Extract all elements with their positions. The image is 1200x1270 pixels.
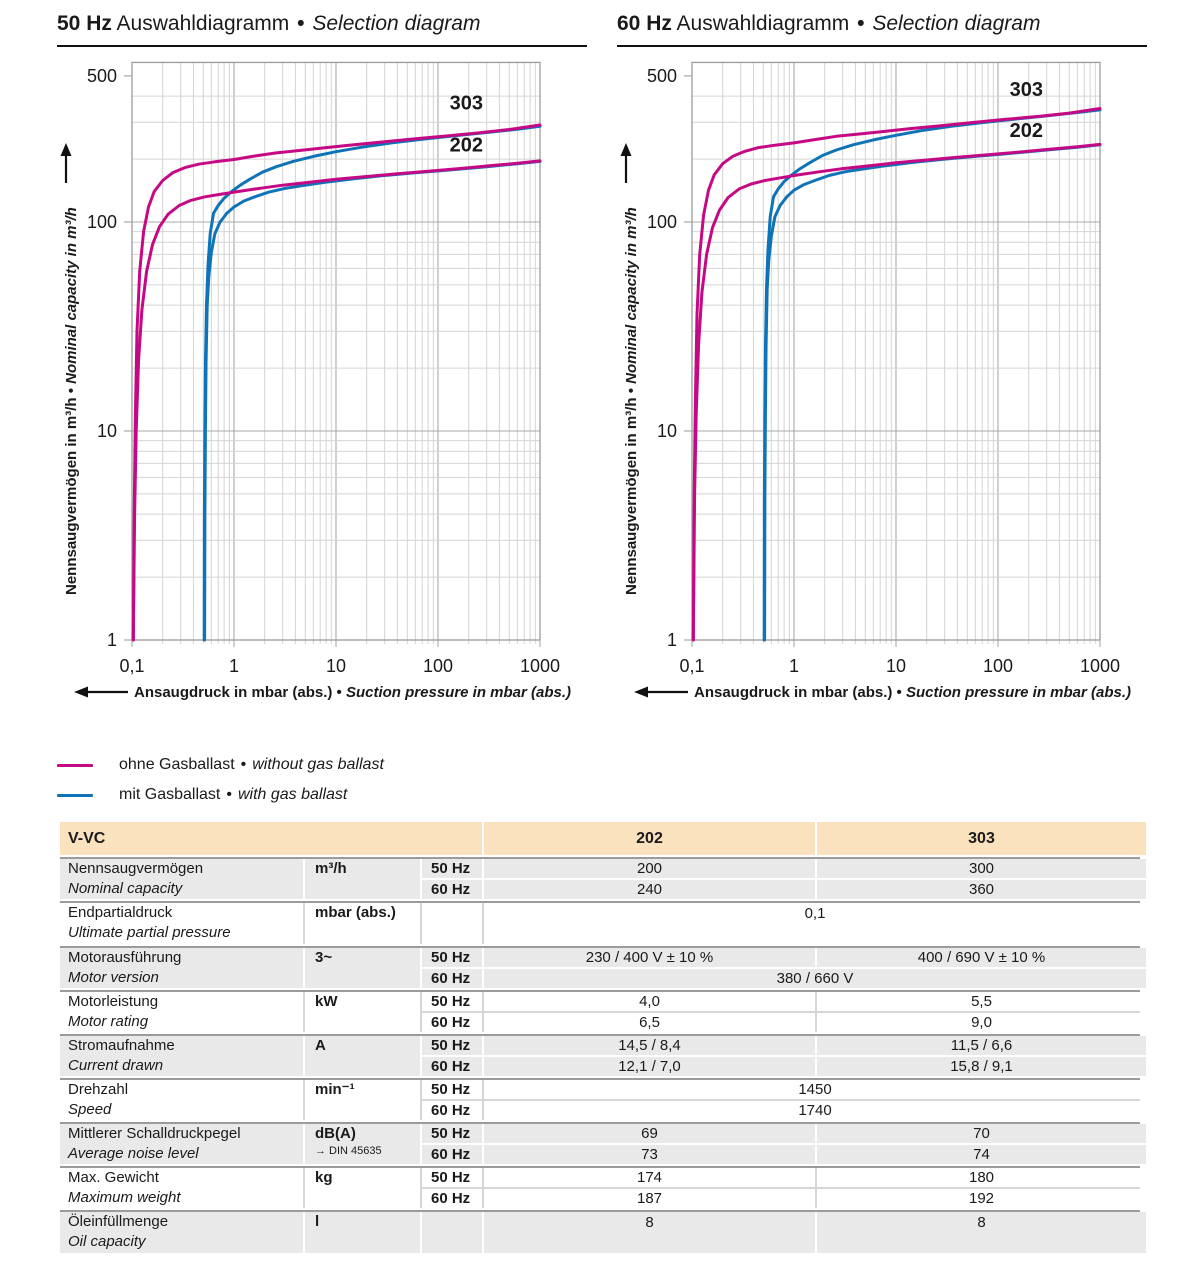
row-label [60, 1080, 303, 1120]
table-row [60, 1210, 1140, 1253]
x-axis-arrowhead-icon [74, 687, 88, 698]
x-tick-label: 100 [422, 656, 454, 676]
row-label [60, 992, 303, 1032]
value-cell-span: 0,1 [484, 903, 1146, 944]
x-tick-label: 1000 [519, 656, 561, 676]
title-50hz-freq: 50 Hz [57, 12, 112, 35]
frequency-cell: 60 Hz [422, 1013, 482, 1032]
unit-symbol: dB(A) [315, 1125, 356, 1142]
y-tick-label: 500 [646, 65, 677, 86]
table-row [60, 1078, 1140, 1120]
y-axis-label: Nennsaugvermögen in m³/h • Nominal capacity in m³/h [63, 207, 80, 595]
row-label-en: Ultimate partial pressure [68, 924, 231, 941]
unit-symbol: l [315, 1213, 320, 1230]
frequency-cell: 60 Hz [422, 1145, 482, 1164]
title-50hz-label: Auswahldiagramm [116, 12, 290, 35]
curve-label-303: 303 [1009, 79, 1043, 102]
row-label-en: Nominal capacity [68, 880, 183, 897]
row-label [60, 1124, 303, 1164]
y-axis-arrowhead-icon [61, 143, 72, 156]
empty-cell [422, 903, 482, 944]
row-label-en: Average noise level [68, 1145, 199, 1162]
row-unit [305, 1080, 420, 1120]
row-unit [305, 948, 420, 988]
frequency-cell: 60 Hz [422, 880, 482, 899]
x-tick-label: 100 [982, 656, 1014, 676]
row-unit [305, 1212, 420, 1253]
value-cell-202: 8 [484, 1212, 815, 1253]
row-label-en: Oil capacity [68, 1233, 146, 1250]
legend-en: with gas ballast [237, 786, 348, 803]
x-tick-label: 1 [788, 656, 800, 676]
frequency-cell: 50 Hz [422, 992, 482, 1011]
value-cell-202: 174 [484, 1168, 815, 1187]
row-unit [305, 1036, 420, 1076]
row-label-de: Öleinfüllmenge [68, 1213, 169, 1230]
title-50hz-en: Selection diagram [312, 12, 481, 35]
curve-303-without-gas-ballast [133, 125, 540, 640]
row-label-de: Stromaufnahme [68, 1037, 175, 1054]
value-cell-span: 1740 [484, 1101, 1146, 1120]
unit-symbol: min⁻¹ [315, 1081, 355, 1098]
value-cell-202: 12,1 / 7,0 [484, 1057, 815, 1076]
frequency-cell: 50 Hz [422, 859, 482, 878]
row-unit [305, 1124, 420, 1164]
row-label-de: Mittlerer Schalldruckpegel [68, 1125, 241, 1142]
row-label [60, 1212, 303, 1253]
curve-label-202: 202 [1009, 120, 1043, 143]
table-row [60, 857, 1140, 899]
frequency-cell: 50 Hz [422, 1168, 482, 1187]
y-tick-label: 100 [646, 212, 677, 232]
x-axis-label: Ansaugdruck in mbar (abs.) • Suction pressure in mbar (abs.) [694, 684, 1132, 701]
row-label-en: Speed [68, 1101, 112, 1118]
y-tick-label: 10 [96, 421, 117, 441]
curve-202-without-gas-ballast [693, 144, 1100, 640]
unit-symbol: mbar (abs.) [315, 904, 396, 921]
table-row [60, 901, 1140, 944]
unit-symbol: kg [315, 1169, 333, 1186]
value-cell-202: 240 [484, 880, 815, 899]
value-cell-202: 200 [484, 859, 815, 878]
legend-en: without gas ballast [252, 756, 384, 773]
curve-303-without-gas-ballast [693, 109, 1100, 641]
legend [57, 750, 384, 810]
x-tick-label: 0,1 [679, 656, 705, 676]
row-label-de: Drehzahl [68, 1081, 129, 1098]
title-60hz-freq: 60 Hz [617, 12, 672, 35]
row-unit [305, 859, 420, 899]
value-cell-span: 380 / 660 V [484, 969, 1146, 988]
value-cell-303: 300 [817, 859, 1146, 878]
frequency-cell: 60 Hz [422, 1057, 482, 1076]
x-tick-label: 1 [228, 656, 240, 676]
row-label-de: Motorleistung [68, 993, 159, 1010]
blue-line-swatch [57, 794, 93, 797]
row-label-en: Current drawn [68, 1057, 164, 1074]
value-cell-303: 11,5 / 6,6 [817, 1036, 1146, 1055]
title-60hz-en: Selection diagram [872, 12, 1041, 35]
y-tick-label: 10 [656, 421, 677, 441]
legend-bullet: • [226, 786, 232, 803]
value-cell-303: 70 [817, 1124, 1146, 1143]
x-tick-label: 10 [325, 656, 347, 676]
y-axis-label: Nennsaugvermögen in m³/h • Nominal capacity in m³/h [623, 207, 640, 595]
value-cell-202: 187 [484, 1189, 815, 1208]
row-label-de: Endpartialdruck [68, 904, 173, 921]
curve-303-with-gas-ballast [204, 126, 540, 640]
frequency-cell: 60 Hz [422, 969, 482, 988]
table-row [60, 1166, 1140, 1208]
value-cell-303: 5,5 [817, 992, 1146, 1011]
value-cell-202: 4,0 [484, 992, 815, 1011]
row-label [60, 903, 303, 944]
value-cell-303: 9,0 [817, 1013, 1146, 1032]
value-cell-span: 1450 [484, 1080, 1146, 1099]
value-cell-303: 15,8 / 9,1 [817, 1057, 1146, 1076]
curve-303-with-gas-ballast [764, 110, 1100, 640]
x-axis-label: Ansaugdruck in mbar (abs.) • Suction pressure in mbar (abs.) [134, 684, 572, 701]
y-tick-label: 1 [666, 630, 677, 650]
y-tick-label: 100 [86, 212, 117, 232]
table-header-row [60, 822, 1140, 855]
curve-202-with-gas-ballast [205, 161, 540, 640]
row-label [60, 859, 303, 899]
unit-symbol: m³/h [315, 860, 347, 877]
empty-cell [422, 1212, 482, 1253]
unit-note: → DIN 45635 [315, 1145, 382, 1157]
frequency-cell: 50 Hz [422, 1080, 482, 1099]
frequency-cell: 60 Hz [422, 1101, 482, 1120]
frequency-cell: 50 Hz [422, 1124, 482, 1143]
value-cell-202: 6,5 [484, 1013, 815, 1032]
frequency-cell: 50 Hz [422, 1036, 482, 1055]
value-cell-303: 360 [817, 880, 1146, 899]
title-50hz [57, 12, 587, 47]
legend-de: ohne Gasballast [119, 756, 235, 773]
value-cell-202: 14,5 / 8,4 [484, 1036, 815, 1055]
legend-item-without-gas-ballast [57, 750, 384, 780]
table-row [60, 1034, 1140, 1076]
table-title: V-VC [60, 822, 482, 855]
selection-diagram-50hz [30, 50, 590, 715]
value-cell-303: 74 [817, 1145, 1146, 1164]
table-row [60, 990, 1140, 1032]
row-label-en: Motor version [68, 969, 159, 986]
row-unit [305, 1168, 420, 1208]
curve-202-without-gas-ballast [133, 161, 540, 640]
table-row [60, 1122, 1140, 1164]
value-cell-303: 180 [817, 1168, 1146, 1187]
frequency-cell: 50 Hz [422, 948, 482, 967]
curve-label-202: 202 [449, 134, 483, 157]
legend-bullet: • [240, 756, 247, 773]
value-cell-202: 230 / 400 V ± 10 % [484, 948, 815, 967]
unit-symbol: A [315, 1037, 326, 1054]
selection-diagram-60hz [590, 50, 1150, 715]
value-cell-202: 73 [484, 1145, 815, 1164]
value-cell-303: 8 [817, 1212, 1146, 1253]
row-label-de: Max. Gewicht [68, 1169, 159, 1186]
title-bullet: • [297, 12, 305, 35]
column-header-303: 303 [817, 822, 1146, 855]
row-unit [305, 903, 420, 944]
x-tick-label: 1000 [1079, 656, 1121, 676]
y-tick-label: 500 [86, 65, 117, 86]
curve-202-with-gas-ballast [765, 145, 1100, 640]
title-bullet: • [857, 12, 865, 35]
value-cell-303: 400 / 690 V ± 10 % [817, 948, 1146, 967]
table-row [60, 946, 1140, 988]
specifications-table [60, 822, 1140, 1253]
value-cell-202: 69 [484, 1124, 815, 1143]
curve-label-303: 303 [449, 92, 483, 115]
row-label [60, 1168, 303, 1208]
row-label-en: Maximum weight [68, 1189, 181, 1206]
x-tick-label: 10 [885, 656, 907, 676]
y-axis-arrowhead-icon [621, 143, 632, 156]
unit-symbol: kW [315, 993, 338, 1010]
magenta-line-swatch [57, 764, 93, 767]
row-label [60, 948, 303, 988]
value-cell-303: 192 [817, 1189, 1146, 1208]
title-60hz [617, 12, 1147, 47]
column-header-202: 202 [484, 822, 815, 855]
legend-item-with-gas-ballast [57, 780, 384, 810]
x-axis-arrowhead-icon [634, 687, 648, 698]
row-label-de: Nennsaugvermögen [68, 860, 204, 877]
title-60hz-label: Auswahldiagramm [676, 12, 850, 35]
y-tick-label: 1 [106, 630, 117, 650]
row-unit [305, 992, 420, 1032]
unit-symbol: 3~ [315, 949, 333, 966]
legend-de: mit Gasballast [119, 786, 221, 803]
row-label-en: Motor rating [68, 1013, 149, 1030]
x-tick-label: 0,1 [119, 656, 145, 676]
frequency-cell: 60 Hz [422, 1189, 482, 1208]
row-label [60, 1036, 303, 1076]
row-label-de: Motorausführung [68, 949, 182, 966]
